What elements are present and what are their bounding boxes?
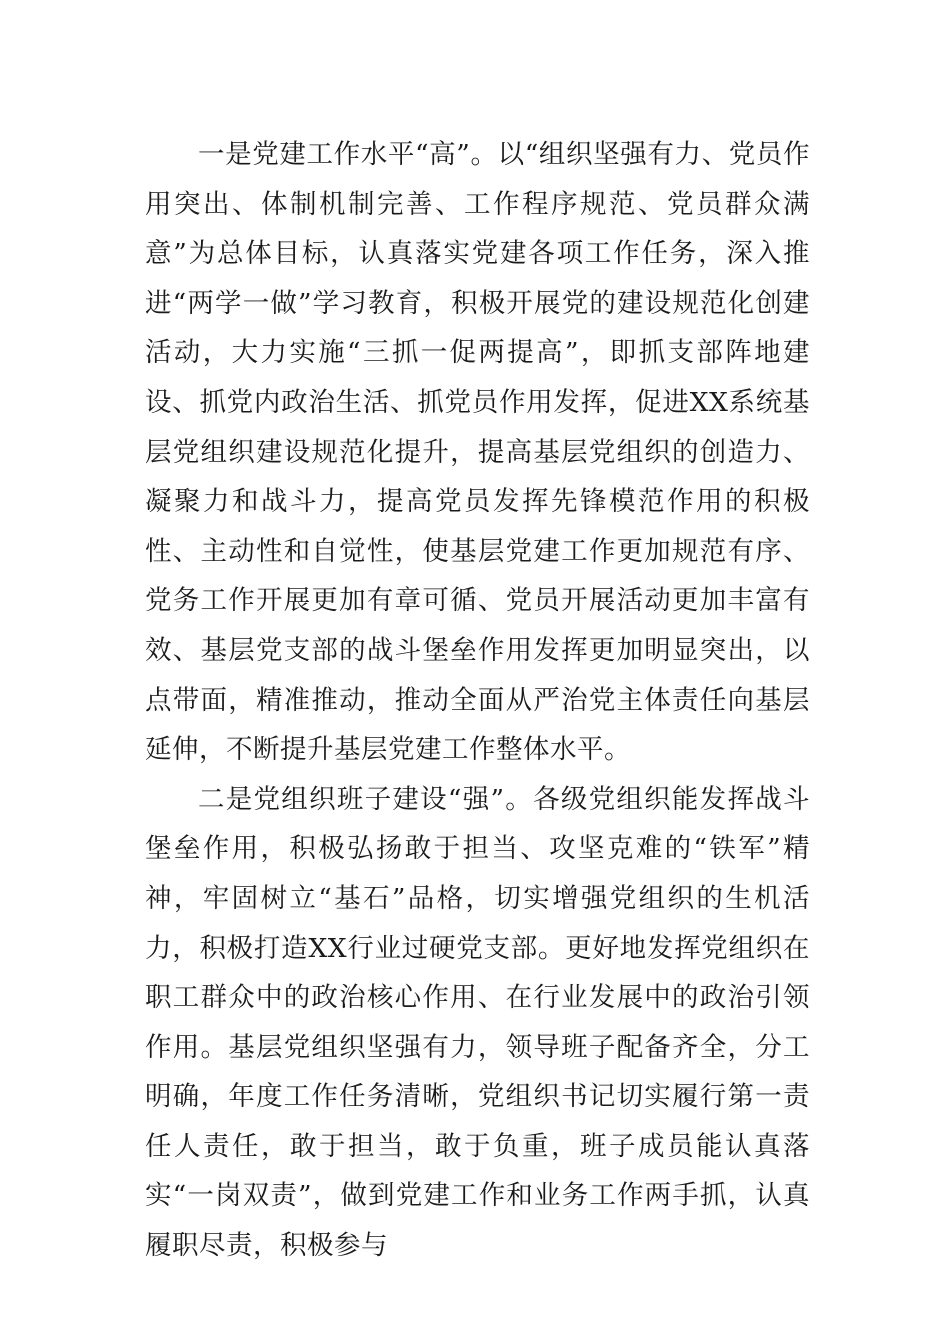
document-body <box>145 130 810 1271</box>
paragraph-2: 二是党组织班子建设“强”。各级党组织能发挥战斗堡垒作用，积极弘扬敢于担当、攻坚克难的“铁军”精神，牢固树立“基石”品格，切实增强党组织的生机活力，积极打造XX行业过硬党支部。更好地发挥党组织在职工群众中的政治核心作用、在行业发展中的政治引领作用。基层党组织坚强有力，领导班子配备齐全，分工明确，年度工作任务清晰，党组织书记切实履行第一责任人责任，敢于担当，敢于负重，班子成员能认真落实“一岗双责”，做到党建工作和业务工作两手抓，认真履职尽责，积极参与 <box>145 783 810 1262</box>
paragraph-1: 一是党建工作水平“高”。以“组织坚强有力、党员作用突出、体制机制完善、工作程序规范、党员群众满意”为总体目标，认真落实党建各项工作任务，深入推进“两学一做”学习教育，积极开展党的建设规范化创建活动，大力实施“三抓一促两提高”，即抓支部阵地建设、抓党内政治生活、抓党员作用发挥，促进XX系统基层党组织建设规范化提升，提高基层党组织的创造力、凝聚力和战斗力，提高党员发挥先锋模范作用的积极性、主动性和自觉性，使基层党建工作更加规范有序、党务工作开展更加有章可循、党员开展活动更加丰富有效、基层党支部的战斗堡垒作用发挥更加明显突出，以点带面，精准推动，推动全面从严治党主体责任向基层延伸，不断提升基层党建工作整体水平。 <box>145 139 810 766</box>
